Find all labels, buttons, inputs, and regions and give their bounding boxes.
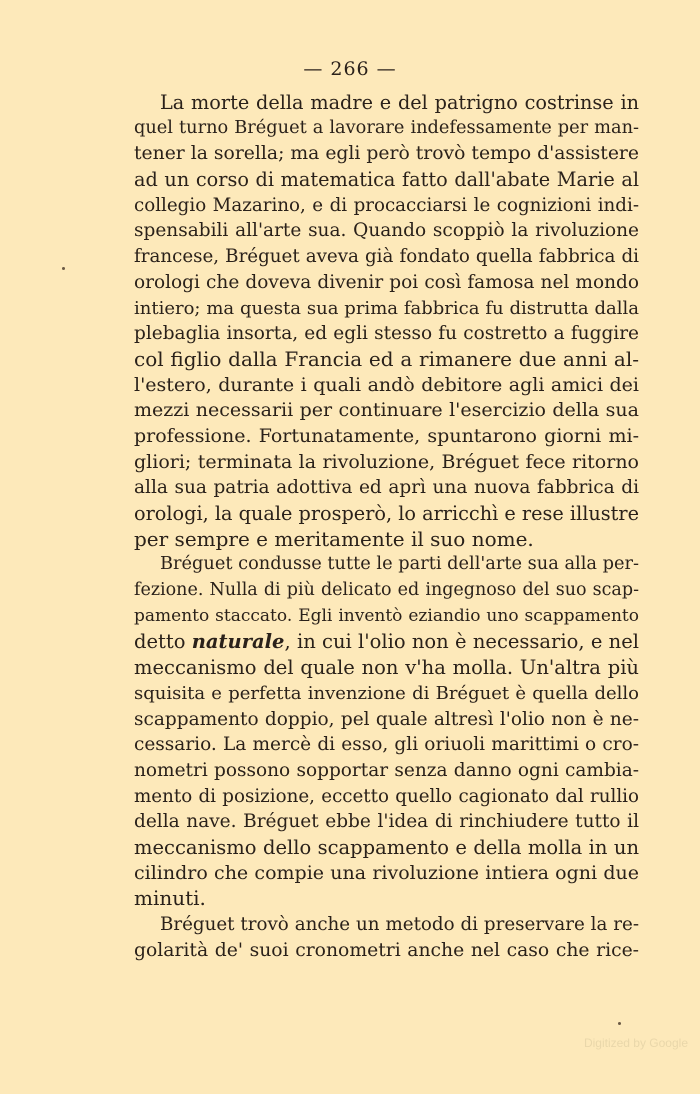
text-line: col figlio dalla Francia ed a rimanere due anni al-	[134, 346, 639, 371]
print-speck	[618, 1022, 621, 1025]
body-text	[134, 90, 639, 963]
emphasized-word: naturale	[191, 630, 285, 654]
text-line: ad un corso di matematica fatto dall'abate Marie al	[134, 168, 639, 192]
text-line: Bréguet trovò anche un metodo di preservare la re-	[160, 914, 639, 935]
text-line: nometri possono sopportar senza danno ogni cambia-	[134, 759, 639, 781]
text-line: minuti.	[134, 886, 206, 911]
text-line: francese, Bréguet aveva già fondato quella fabbrica di	[134, 246, 639, 268]
text-line: collegio Mazarino, e di procacciarsi le cognizioni indi-	[134, 194, 639, 216]
text-line: quel turno Bréguet a lavorare indefessamente per man-	[134, 117, 639, 138]
text-line: golarità de' suoi cronometri anche nel caso che rice-	[134, 939, 639, 961]
text-line: scappamento doppio, pel quale altresì l'olio non è ne-	[134, 708, 639, 730]
text-line: l'estero, durante i quali andò debitore agli amici dei	[134, 373, 639, 396]
text-line: intiero; ma questa sua prima fabbrica fu distrutta dalla	[134, 297, 639, 319]
text-line: mento di posizione, eccetto quello cagionato dal rullio	[134, 785, 639, 807]
text-line: squisita e perfetta invenzione di Bréguet è quella dello	[134, 682, 639, 704]
text-line: mezzi necessarii per continuare l'esercizio della sua	[134, 399, 639, 422]
text-line: alla sua patria adottiva ed aprì una nuova fabbrica di	[134, 477, 639, 499]
page-number: — 266 —	[303, 58, 397, 80]
text-line: pamento staccato. Egli inventò eziandio uno scappamento	[134, 605, 639, 626]
text-line: spensabili all'arte sua. Quando scoppiò la rivoluzione	[134, 220, 639, 242]
text-line: cilindro che compie una rivoluzione intiera ogni due	[134, 861, 639, 884]
text-line: La morte della madre e del patrigno costrinse in	[160, 91, 639, 114]
text-line: meccanismo del quale non v'ha molla. Un'altra più	[134, 656, 639, 680]
watermark: Digitized by Google	[583, 1036, 688, 1050]
text-line: professione. Fortunatamente, spuntarono giorni mi-	[134, 424, 639, 447]
text-line: fezione. Nulla di più delicato ed ingegnoso del suo scap-	[134, 580, 639, 601]
text-line: plebaglia insorta, ed egli stesso fu costretto a fuggire	[134, 323, 639, 345]
text-line: Bréguet condusse tutte le parti dell'arte sua alla per-	[160, 554, 639, 575]
text-line: cessario. La mercè di esso, gli oriuoli marittimi o cro-	[134, 734, 639, 756]
text-line: orologi che doveva divenir poi così famosa nel mondo	[134, 271, 639, 293]
text-line: detto naturale, in cui l'olio non è necessario, e nel	[134, 630, 639, 654]
print-speck	[62, 267, 65, 270]
text-line: della nave. Bréguet ebbe l'idea di rinchiudere tutto il	[134, 811, 639, 833]
text-line: per sempre e meritamente il suo nome.	[134, 526, 534, 551]
text-line: meccanismo dello scappamento e della molla in un	[134, 835, 639, 859]
text-line: orologi, la quale prosperò, lo arricchì e rese illustre	[134, 502, 639, 525]
text-line: gliori; terminata la rivoluzione, Bréguet fece ritorno	[134, 450, 639, 473]
text-line: tener la sorella; ma egli però trovò tempo d'assistere	[134, 143, 639, 165]
